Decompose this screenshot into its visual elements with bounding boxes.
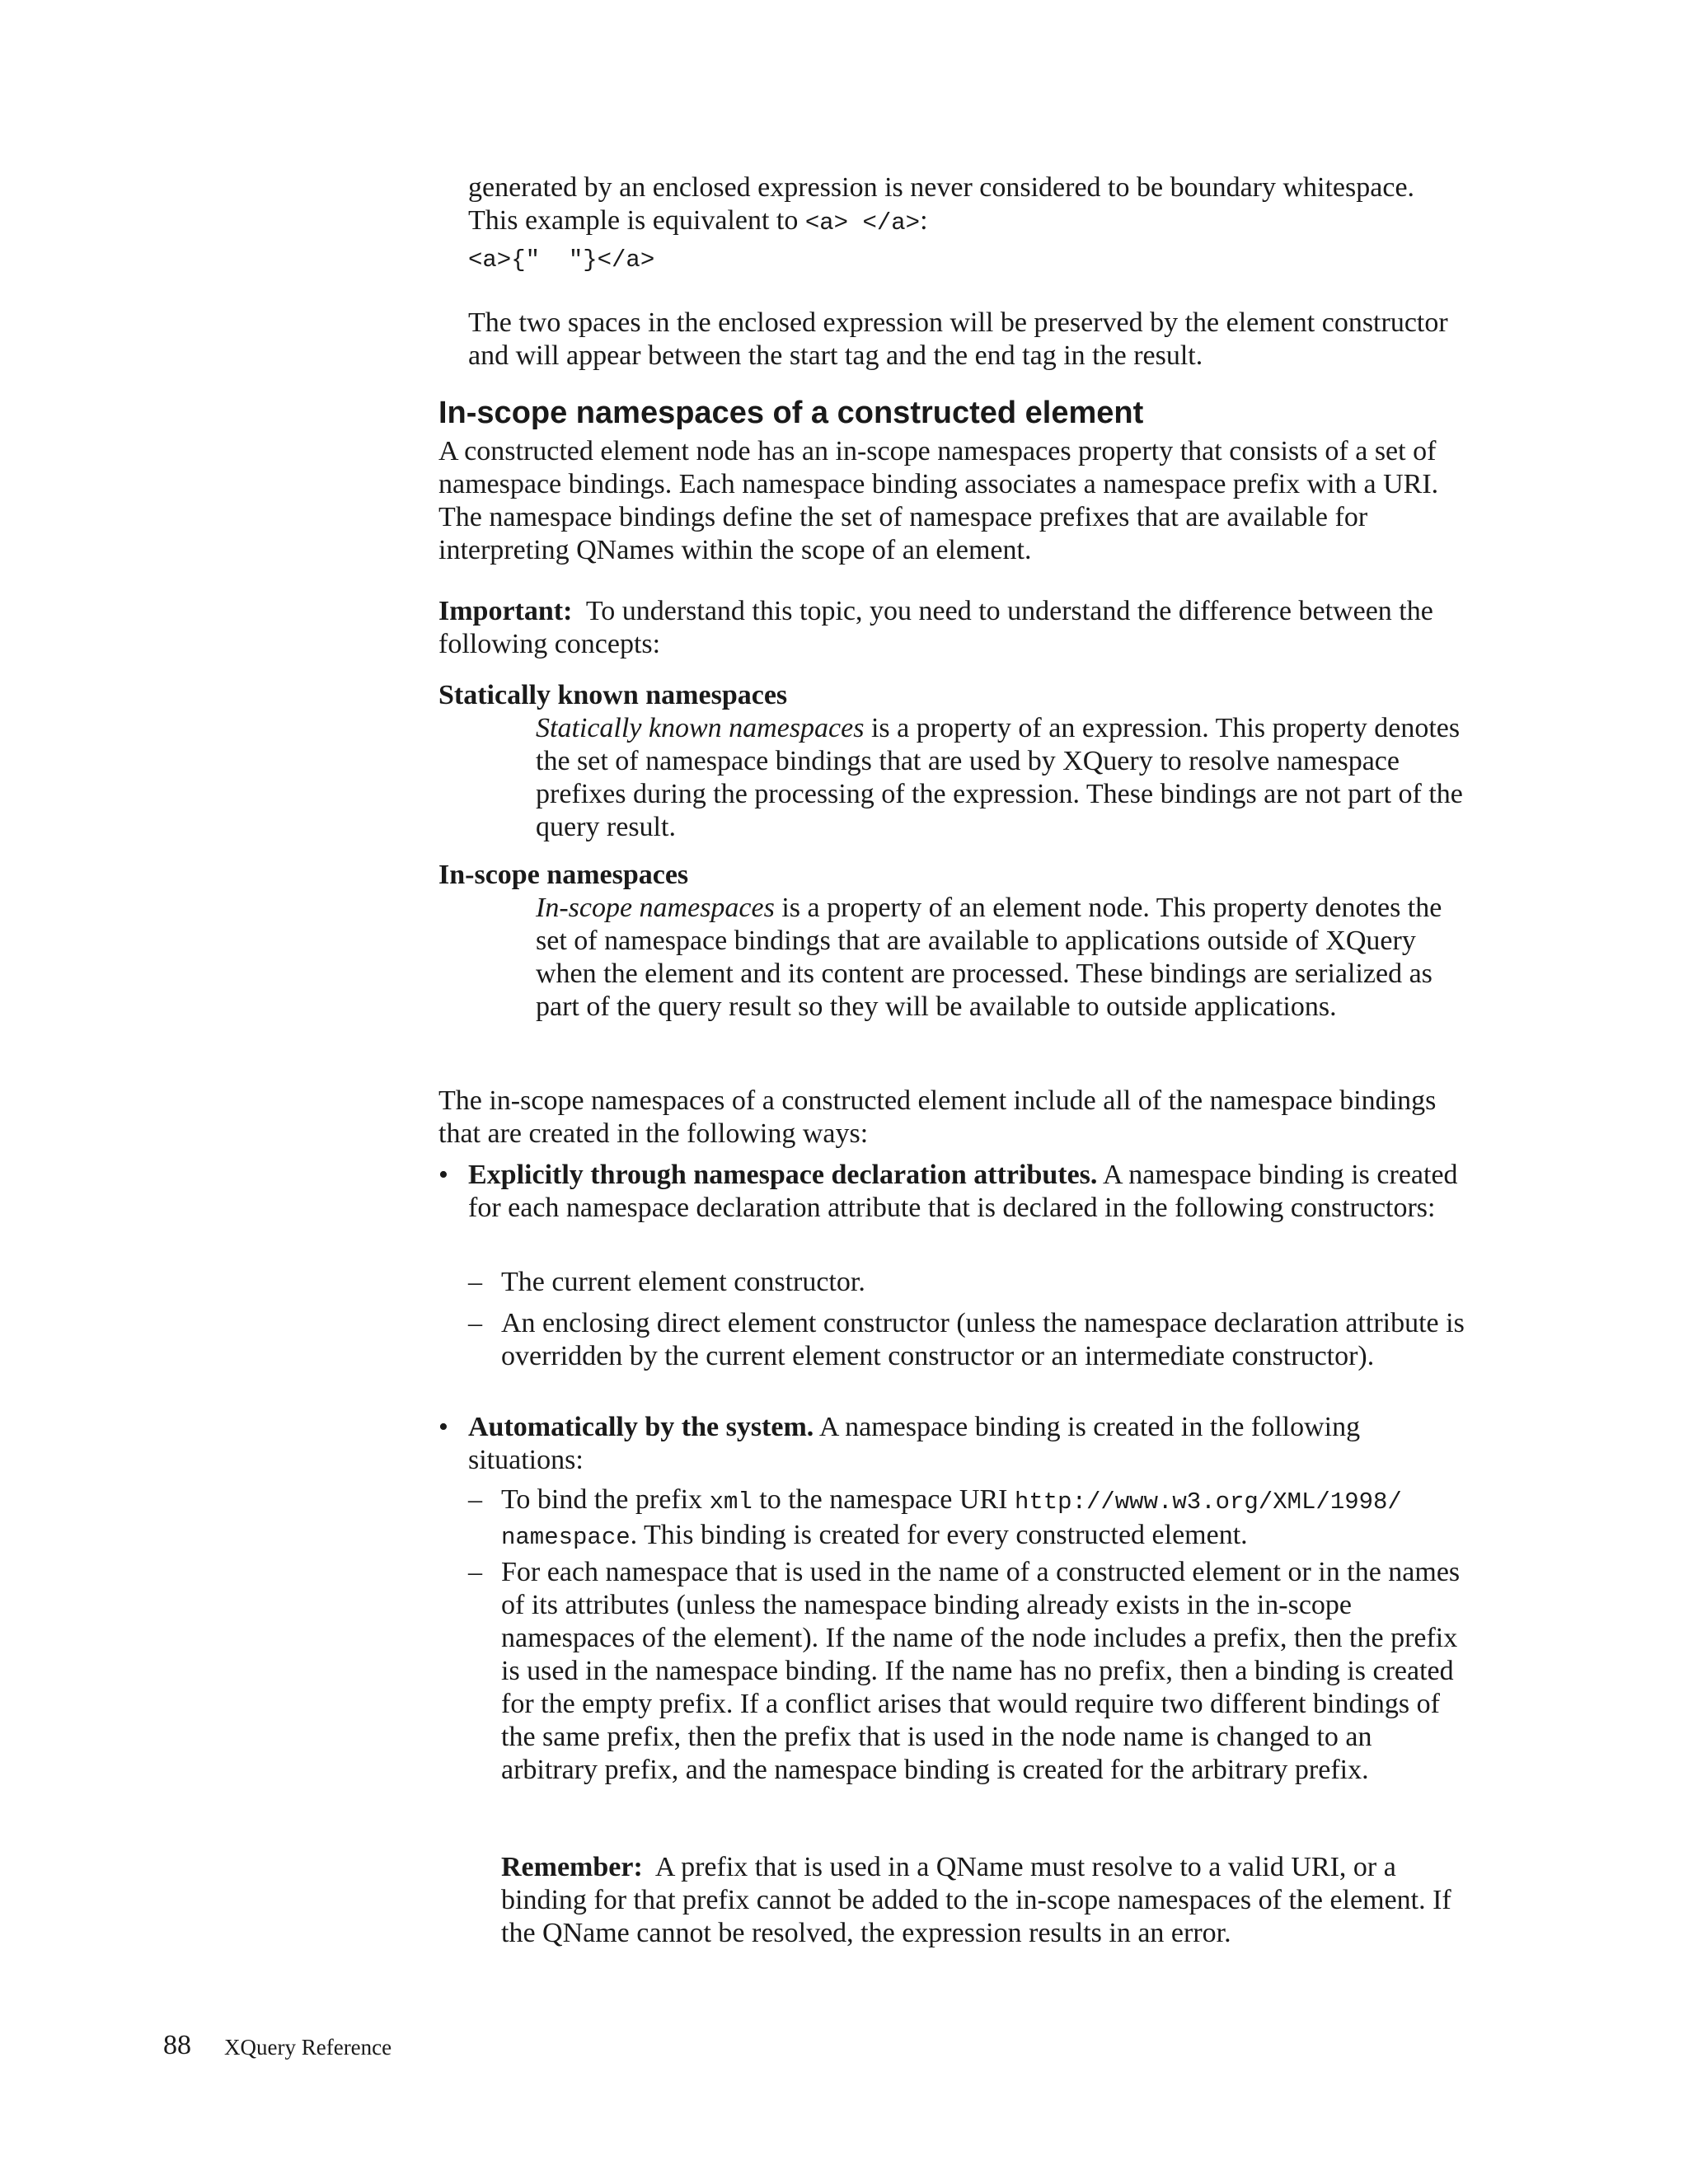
bullet-item-2 — [468, 1411, 1465, 1477]
bullet-bold-1: Explicitly through namespace declaration attributes. — [468, 1160, 1098, 1190]
bullet-text-1: A namespace binding is created for each namespace declaration attribute that is declared in the following constructors: — [468, 1160, 1458, 1223]
sub-item-1b: An enclosing direct element constructor (unless the namespace declaration attribute is overridden by the current element constructor or an intermediate constructor). — [501, 1308, 1465, 1371]
remember-text: A prefix that is used in a QName must resolve to a valid URI, or a binding for that prefix cannot be added to the in-scope namespaces of the element. If the QName cannot be resolved, the expression results in an error. — [501, 1852, 1451, 1948]
bullet-marker: • — [438, 1412, 448, 1442]
sub-item-1a: The current element constructor. — [501, 1267, 865, 1297]
definition-text-2: is a property of an element node. This property denotes the set of namespace bindings that are available to applications outside of XQuery when the element and its content are processed. These bindings are serialized as part of the query result so they will be available to outside applications. — [536, 893, 1442, 1022]
section-paragraph-2: The in-scope namespaces of a constructed element include all of the namespace bindings that are created in the following ways: — [438, 1085, 1437, 1149]
intro-paragraph-2: The two spaces in the enclosed expression will be preserved by the element constructor and will appear between the start tag and the end tag in the result. — [468, 307, 1448, 371]
important-label: Important: — [438, 596, 573, 626]
definition-term-2: In-scope namespaces — [438, 860, 689, 890]
dash-marker: – — [468, 1308, 482, 1338]
code-example: <a>{" "}</a> — [468, 246, 655, 274]
definition-italic-2: In-scope namespaces — [536, 893, 775, 923]
intro-paragraph — [468, 171, 1457, 240]
inline-code: namespace — [501, 1524, 631, 1551]
bullet-bold-2: Automatically by the system. — [468, 1412, 814, 1442]
dash-marker: – — [468, 1267, 482, 1297]
book-title: XQuery Reference — [224, 2035, 392, 2060]
page-number: 88 — [163, 2030, 191, 2060]
sub-text: to the namespace URI — [752, 1484, 1015, 1515]
sub-item-2b: For each namespace that is used in the name of a constructed element or in the names of its attributes (unless the namespace binding already exists in the in-scope namespaces of the element). If the name of the node includes a prefix, then the prefix is used in the namespace binding. If the name has no prefix, then a binding is created for the empty prefix. If a conflict arises that would require two different bindings of the same prefix, then the prefix that is used in the node name is changed to an arbitrary prefix, and the namespace binding is created for the arbitrary prefix. — [501, 1557, 1461, 1785]
bullet-text-2: A namespace binding is created in the following situations: — [468, 1412, 1361, 1475]
definition-body-1 — [536, 712, 1463, 844]
definition-text-1: is a property of an expression. This property denotes the set of namespace bindings that are used by XQuery to resolve namespace prefixes during the processing of the expression. These bindings are not part of the query result. — [536, 713, 1463, 842]
bullet-item-1 — [468, 1159, 1465, 1225]
bullet-marker: • — [438, 1160, 448, 1190]
remember-label: Remember: — [501, 1852, 643, 1882]
inline-code: http://www.w3.org/XML/1998/ — [1014, 1488, 1402, 1516]
sub-text: To bind the prefix — [501, 1484, 710, 1515]
intro-text: generated by an enclosed expression is never considered to be boundary whitespace. This example is equivalent to — [468, 172, 1415, 236]
dash-marker: – — [468, 1557, 482, 1587]
definition-body-2 — [536, 892, 1463, 1024]
section-paragraph-1: A constructed element node has an in-scope namespaces property that consists of a set of namespace bindings. Each namespace binding associates a namespace prefix with a URI. The namespace bindings define the set of namespace prefixes that are available for interpreting QNames within the scope of an element. — [438, 436, 1439, 565]
sub-text: . This binding is created for every constructed element. — [630, 1520, 1248, 1550]
definition-term-1: Statically known namespaces — [438, 680, 788, 710]
intro-punct: : — [920, 205, 928, 236]
definition-italic-1: Statically known namespaces — [536, 713, 865, 743]
dash-marker: – — [468, 1484, 482, 1515]
sub-item-2a — [501, 1483, 1465, 1554]
important-note — [438, 595, 1469, 661]
inline-code: <a> </a> — [804, 209, 921, 237]
important-text: To understand this topic, you need to understand the difference between the following concepts: — [438, 596, 1433, 659]
remember-note — [501, 1851, 1465, 1950]
inline-code: xml — [709, 1488, 753, 1516]
section-title: In-scope namespaces of a constructed element — [438, 396, 1144, 430]
